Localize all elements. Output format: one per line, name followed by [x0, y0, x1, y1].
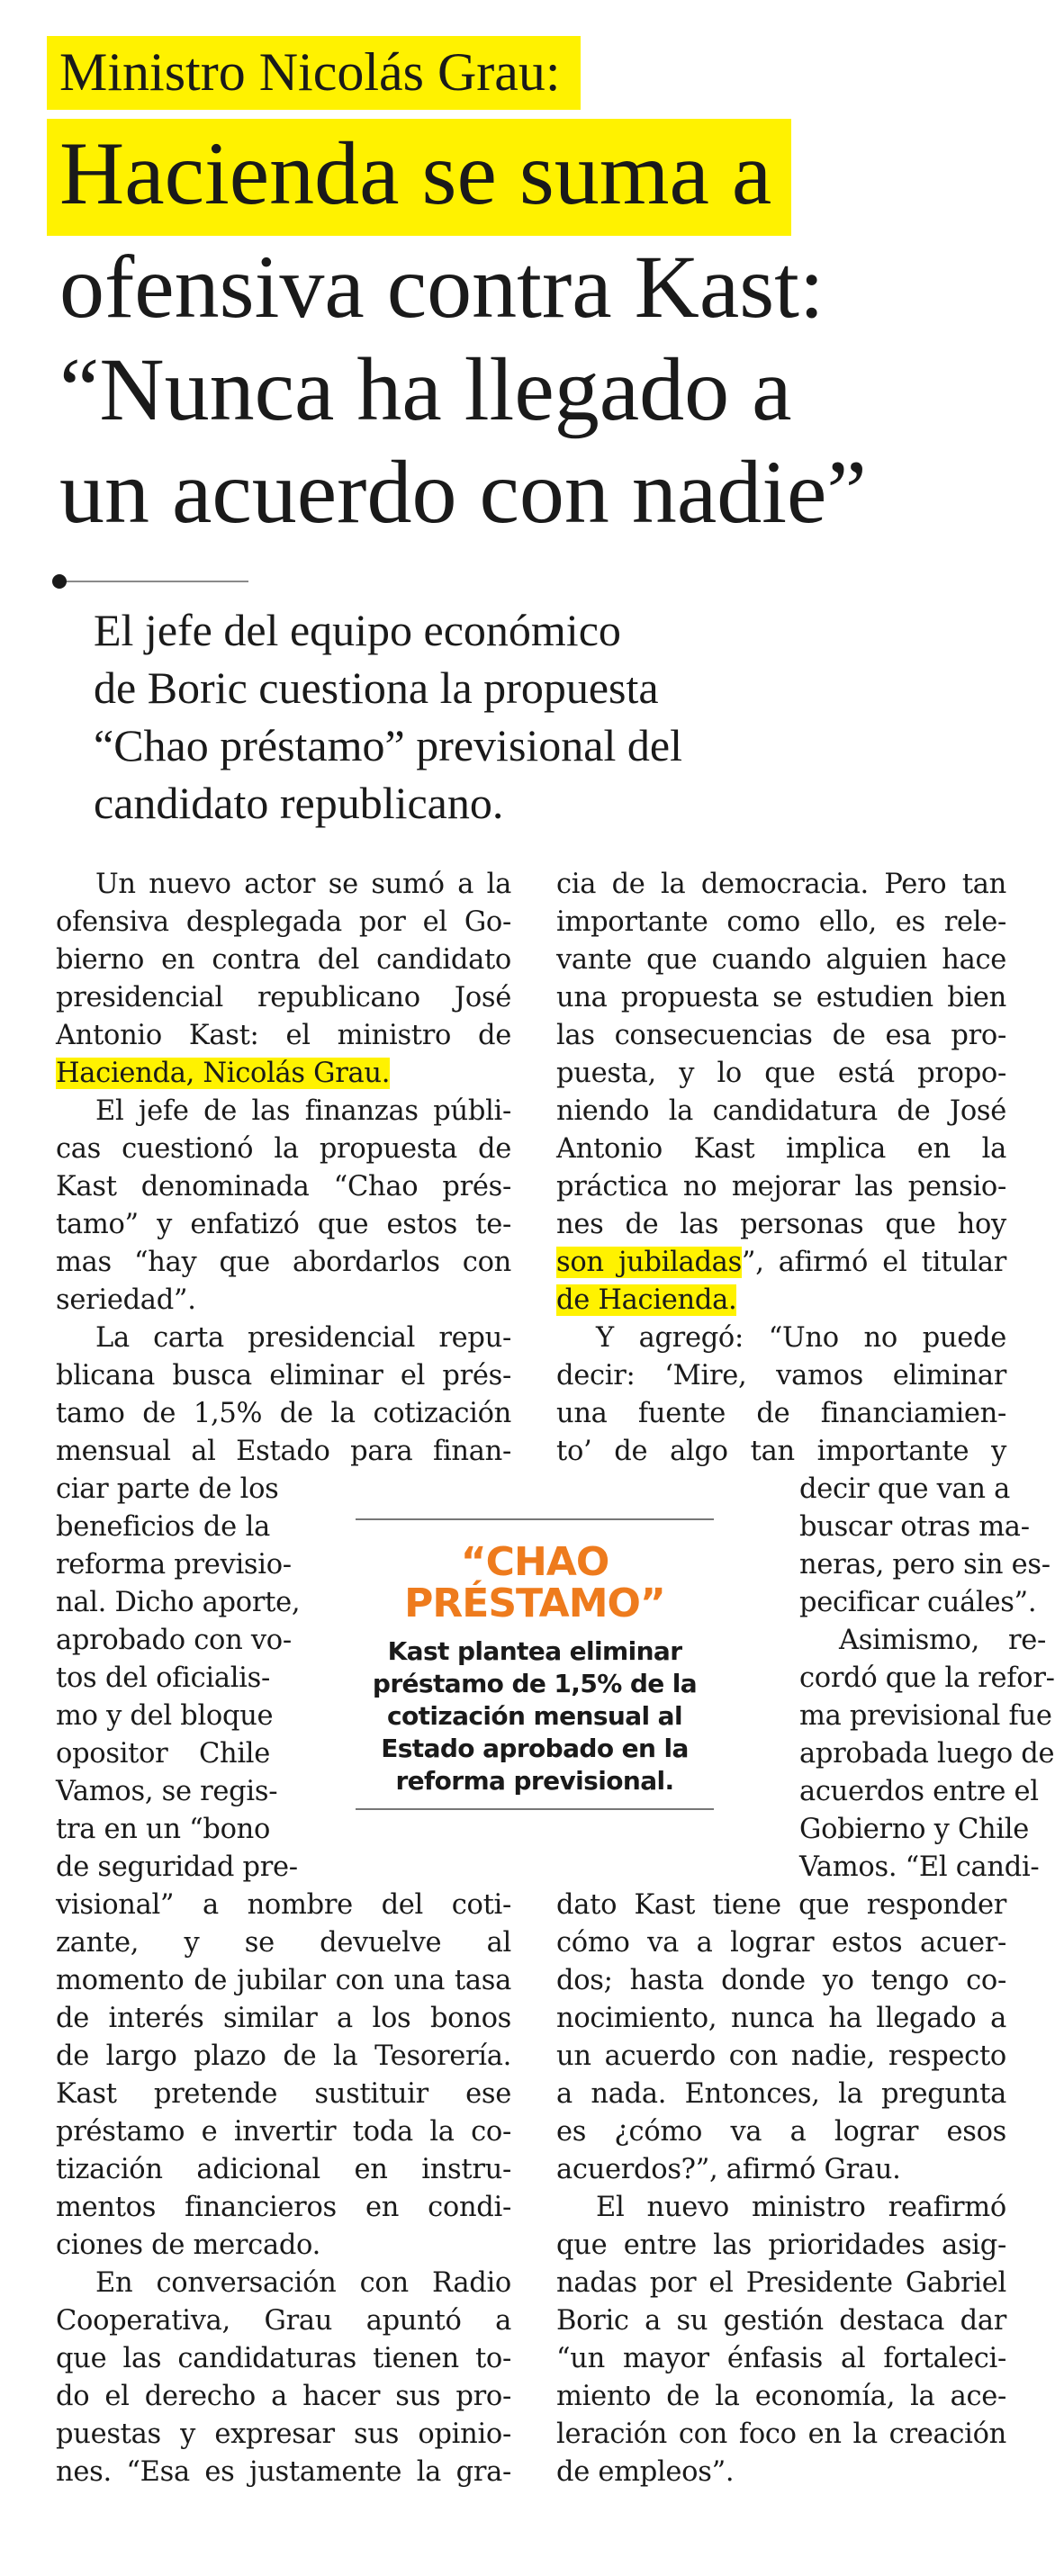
- article-line: presidencial republicano José: [56, 982, 511, 1013]
- article-line: que las candidaturas tienen to-: [56, 2343, 511, 2374]
- article-line: do el derecho a hacer sus pro-: [56, 2381, 511, 2412]
- article-line: niendo la candidatura de José: [556, 1095, 1006, 1127]
- pull-quote-text: [356, 1635, 714, 1797]
- article-line: tamo de 1,5% de la cotización: [56, 1398, 511, 1429]
- highlighted-text: Hacienda, Nicolás Grau.: [56, 1058, 391, 1089]
- article-line: cómo va a lograr estos acuer-: [556, 1927, 1006, 1959]
- article-line: “un mayor énfasis al fortaleci-: [556, 2343, 1006, 2374]
- headline-line-4: un acuerdo con nadie”: [59, 442, 867, 542]
- highlighted-text: son jubiladas: [556, 1247, 742, 1278]
- subhead-line: de Boric cuestiona la propuesta: [94, 662, 659, 713]
- article-line: a nada. Entonces, la pregunta: [556, 2078, 1006, 2110]
- article-line: El jefe de las finanzas públi-: [95, 1095, 511, 1127]
- article-line: dato Kast tiene que responder: [556, 1889, 1006, 1921]
- headline-line-2: ofensiva contra Kast:: [59, 237, 825, 337]
- pull-quote-title: [356, 1539, 714, 1626]
- headline-line-3: “Nunca ha llegado a: [59, 339, 792, 439]
- highlighted-text: de Hacienda.: [556, 1284, 737, 1316]
- article-line: puesta, y lo que está propo-: [556, 1058, 1006, 1089]
- article-line: vante que cuando alguien hace: [556, 944, 1006, 976]
- article-line: Vamos. “El candi-: [799, 1851, 1040, 1883]
- article-line: Asimismo, re-: [839, 1625, 1046, 1656]
- article-line: tos del oficialis-: [56, 1662, 270, 1694]
- bullet-dot-icon: [52, 574, 67, 589]
- article-line: mas “hay que abordarlos con: [56, 1247, 511, 1278]
- kicker: Ministro Nicolás Grau:: [47, 36, 581, 110]
- article-line: de empleos”.: [556, 2456, 735, 2488]
- article-line: Cooperativa, Grau apuntó a: [56, 2305, 511, 2337]
- article-line: importante como ello, es rele-: [556, 906, 1006, 938]
- article-line: Kast denominada “Chao prés-: [56, 1171, 511, 1202]
- article-line: momento de jubilar con una tasa: [56, 1965, 511, 1996]
- article-line: cas cuestionó la propuesta de: [56, 1133, 511, 1165]
- article-line: Y agregó: “Uno no puede: [596, 1322, 1006, 1354]
- pull-quote-title-line: PRÉSTAMO”: [404, 1581, 665, 1626]
- article-line: acuerdos?”, afirmó Grau.: [556, 2154, 901, 2185]
- article-line: cordó que la refor-: [799, 1662, 1055, 1694]
- article-line: blicana busca eliminar el prés-: [56, 1360, 511, 1392]
- article-line: ciar parte de los: [56, 1473, 279, 1505]
- article-line: leración con foco en la creación: [556, 2418, 1006, 2450]
- article-line: de interés similar a los bonos: [56, 2003, 511, 2034]
- article-line: Gobierno y Chile: [799, 1814, 1030, 1845]
- article-line: nocimiento, nunca ha llegado a: [556, 2003, 1006, 2034]
- article-line: puestas y expresar sus opinio-: [56, 2418, 511, 2450]
- article-line: neras, pero sin es-: [799, 1549, 1050, 1581]
- article-line: pecificar cuáles”.: [799, 1587, 1037, 1618]
- article-line: mentos financieros en condi-: [56, 2192, 511, 2223]
- headline: [47, 119, 1028, 544]
- pull-quote-title-line: “CHAO: [460, 1539, 609, 1585]
- section-divider: [52, 572, 248, 590]
- article-line: un acuerdo con nadie, respecto: [556, 2040, 1006, 2072]
- article-line: cia de la democracia. Pero tan: [556, 869, 1006, 900]
- article-line: seriedad”.: [56, 1284, 196, 1316]
- article-line: tra en un “bono: [56, 1814, 271, 1845]
- pull-quote-text-line: cotización mensual al: [387, 1701, 682, 1731]
- article-line: ma previsional fue: [799, 1700, 1052, 1732]
- pull-quote-box: [356, 1518, 714, 1797]
- article-line: Boric a su gestión destaca dar: [556, 2305, 1006, 2337]
- subheadline: [94, 601, 1003, 832]
- article-line: Un nuevo actor se sumó a la: [95, 869, 511, 900]
- article-line: beneficios de la: [56, 1511, 270, 1543]
- article-line: ciones de mercado.: [56, 2229, 320, 2261]
- article-line: que entre las prioridades asig-: [556, 2229, 1006, 2261]
- article-line: En conversación con Radio: [95, 2267, 511, 2299]
- article-line: [56, 1055, 511, 1093]
- article-line: nadas por el Presidente Gabriel: [556, 2267, 1006, 2299]
- headline-line-1: Hacienda se suma a: [47, 119, 791, 236]
- article-line: La carta presidencial repu-: [95, 1322, 511, 1354]
- article-line: mensual al Estado para finan-: [56, 1436, 511, 1467]
- subhead-line: El jefe del equipo económico: [94, 605, 621, 655]
- article-line: aprobado con vo-: [56, 1625, 292, 1656]
- article-line: Vamos, se regis-: [56, 1776, 278, 1807]
- article-line: Antonio Kast implica en la: [556, 1133, 1006, 1165]
- article-line: decir que van a: [799, 1473, 1011, 1505]
- article-line: las consecuencias de esa pro-: [556, 1020, 1006, 1051]
- article-line: acuerdos entre el: [799, 1776, 1039, 1807]
- article-line: decir: ‘Mire, vamos eliminar: [556, 1360, 1006, 1392]
- article-line: nes de las personas que hoy: [556, 1209, 1006, 1240]
- article-line: El nuevo ministro reafirmó: [596, 2192, 1006, 2223]
- article-line: tización adicional en instru-: [56, 2154, 511, 2185]
- article-line: de seguridad pre-: [56, 1851, 298, 1883]
- article-line: de largo plazo de la Tesorería.: [56, 2040, 511, 2072]
- article-line: Kast pretende sustituir ese: [56, 2078, 511, 2110]
- article-line: reforma previsio-: [56, 1549, 292, 1581]
- article-line: aprobada luego de: [799, 1738, 1055, 1770]
- pull-quote-text-line: Estado aprobado en la: [381, 1734, 689, 1763]
- article-line: buscar otras ma-: [799, 1511, 1030, 1543]
- pull-quote-text-line: Kast plantea eliminar: [387, 1636, 682, 1666]
- pull-quote-rule: [356, 1808, 714, 1810]
- article-line: una fuente de financiamien-: [556, 1398, 1006, 1429]
- article-line: opositor Chile: [56, 1738, 270, 1770]
- article-line: nal. Dicho aporte,: [56, 1587, 301, 1618]
- article-line: dos; hasta donde yo tengo co-: [556, 1965, 1006, 1996]
- article-line: son jubiladas”, afirmó el titular: [556, 1247, 1006, 1278]
- article-line: [556, 1282, 1006, 1320]
- article-line: una propuesta se estudien bien: [556, 982, 1006, 1013]
- subhead-line: “Chao préstamo” previsional del: [94, 720, 682, 770]
- article-line: nes. “Esa es justamente la gra-: [56, 2456, 511, 2488]
- article-line: mo y del bloque: [56, 1700, 274, 1732]
- article-line: miento de la economía, la ace-: [556, 2381, 1006, 2412]
- article-line: ofensiva desplegada por el Go-: [56, 906, 511, 938]
- divider-rule: [61, 581, 248, 582]
- subhead-line: candidato republicano.: [94, 778, 504, 828]
- article-line: tamo” y enfatizó que estos te-: [56, 1209, 511, 1240]
- article-line: Antonio Kast: el ministro de: [56, 1020, 511, 1051]
- article-line: bierno en contra del candidato: [56, 944, 511, 976]
- article-line: visional” a nombre del coti-: [56, 1889, 511, 1921]
- pull-quote-text-line: reforma previsional.: [395, 1766, 674, 1796]
- pull-quote-text-line: préstamo de 1,5% de la: [372, 1669, 698, 1698]
- article-line: préstamo e invertir toda la co-: [56, 2116, 511, 2148]
- article-line: práctica no mejorar las pensio-: [556, 1171, 1006, 1202]
- article-line: zante, y se devuelve al: [56, 1927, 511, 1959]
- article-line: to’ de algo tan importante y: [556, 1436, 1006, 1467]
- article-line: es ¿cómo va a lograr esos: [556, 2116, 1006, 2148]
